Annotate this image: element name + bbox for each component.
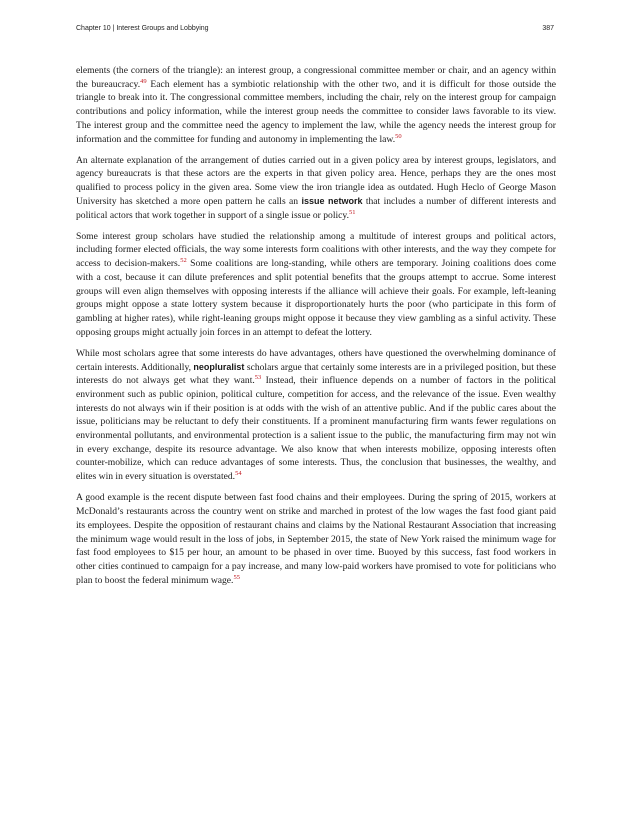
- paragraph-text: Some coalitions are long-standing, while others are temporary. Joining coalitions does come with a cost, because it can dilute preferences and split potential benefits that the groups attempt to accrue. Some interest groups will even align themselves with opposing interests if the alliance will achieve their goals. For example, left-leaning groups might oppose a state lottery system because it disproportionately hurts the poor (who participate in this form of gambling at higher rates), while right-leaning groups might oppose it because they view gambling as a sinful activity. These opposing groups might actually join forces in an attempt to defeat the lottery.: [76, 258, 556, 338]
- paragraph-3: [76, 230, 556, 340]
- paragraph-4: [76, 347, 556, 484]
- paragraph-text: An alternate explanation of the arrangement of duties carried out in a given policy area by interest groups, legislators, and agency bureaucrats is that these actors are the experts in that given policy area. Hence, perhaps they are the ones most qualified to process policy in the given area. Some view the iron triangle idea as outdated. Hugh Heclo of George Mason University has sketched a more open pattern he calls an: [76, 154, 556, 207]
- body-text: [76, 64, 556, 595]
- paragraph-text: elements (the corners of the triangle): an interest group, a congressional committee member or chair, and an agency within the bureaucracy.: [76, 65, 556, 90]
- paragraph-5: [76, 491, 556, 587]
- footnote-ref-52[interactable]: 52: [180, 256, 187, 264]
- footnote-ref-55[interactable]: 55: [233, 573, 240, 581]
- paragraph-text: that includes a number of different interests and political actors that work together in support of a single issue or policy.: [76, 195, 556, 221]
- footnote-ref-51[interactable]: 51: [349, 208, 356, 216]
- paragraph-text: scholars argue that certainly some interests are in a privileged position, but these interests do not always get what they want.: [76, 361, 557, 387]
- paragraph-text: Instead, their influence depends on a number of factors in the political environment such as public opinion, political culture, competition for access, and the relevance of the issue. Even wealthy interests do not always win if their position is at odds with the wish of an attentive public. And if the public cares about the issue, politicians may be reluctant to defy their constituents. If a prominent manufacturing firm wants fewer regulations on environmental pollutants, and environmental protection is a salient issue to the public, the manufacturing firm may not win in every exchange, despite its resource advantage. We also know that when interests mobilize, opposing interests often counter-mobilize, which can reduce advantages of some interests. Thus, the conclusion that businesses, the wealthy, and elites win in every situation is overstated.: [76, 375, 556, 483]
- paragraph-text: Each element has a symbiotic relationship with the other two, and it is difficult for those outside the triangle to break into it. The congressional committee members, including the chair, rely on the interest group for campaign contributions and policy information, while the interest group needs the committee to consider laws favorable to its view. The interest group and the committee need the agency to implement the law, while the agency needs the interest group for information and the committee for funding and autonomy in implementing the law.: [76, 78, 557, 145]
- footnote-ref-53[interactable]: 53: [254, 374, 262, 382]
- key-term-neopluralist: neopluralist: [193, 361, 245, 372]
- paragraph-2: [76, 154, 556, 223]
- footnote-ref-54[interactable]: 54: [235, 470, 242, 477]
- paragraph-1: [76, 64, 556, 146]
- chapter-title: Chapter 10 | Interest Groups and Lobbying: [76, 25, 209, 32]
- paragraph-text: Some interest group scholars have studied the relationship among a multitude of interest groups and political actors, including former elected officials, the way some interests form coalitions with other interests, and the way they compete for access to decision-makers.: [76, 230, 556, 270]
- footnote-ref-49[interactable]: 49: [140, 77, 147, 85]
- paragraph-text: While most scholars agree that some interests do have advantages, others have questioned the overwhelming dominance of certain interests. Additionally,: [76, 347, 556, 373]
- key-term-issue-network: issue network: [301, 195, 363, 206]
- footnote-ref-50[interactable]: 50: [395, 132, 402, 140]
- paragraph-text: A good example is the recent dispute between fast food chains and their employees. During the spring of 2015, workers at McDonald’s restaurants across the country went on strike and marched in protest of the low wages the fast food giant paid its employees. Despite the opposition of restaurant chains and claims by the National Restaurant Association that increasing the minimum wage would result in the loss of jobs, in September 2015, the state of New York raised the minimum wage for fast food employees to $15 per hour, an amount to be phased in over time. Buoyed by this success, fast food workers in other cities continued to campaign for a pay increase, and many low-paid workers have promised to vote for politicians who plan to boost the federal minimum wage.: [76, 492, 556, 586]
- page-number: 387: [542, 25, 554, 32]
- running-header: [76, 25, 554, 32]
